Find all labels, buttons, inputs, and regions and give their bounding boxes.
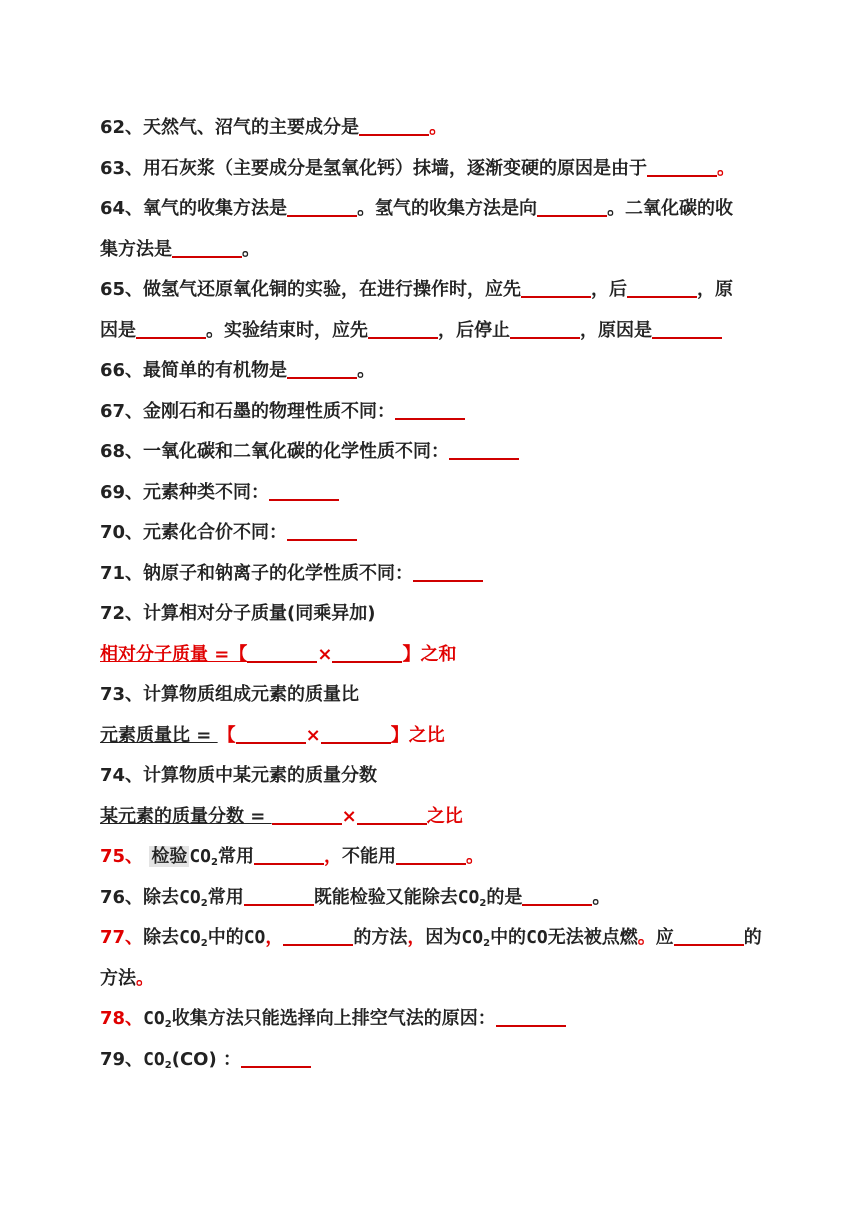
q77-comma-1: ， [265,927,284,948]
worksheet [100,108,820,1080]
q73-formula-b: 】之比 [390,724,445,746]
question-77-line2 [100,959,820,1000]
q77-co2: CO [179,927,201,948]
q71-blank [413,562,483,582]
question-63 [100,149,820,190]
q77-text-d: 的方法 [353,927,408,948]
q70-blank [287,521,357,541]
q75-end: 。 [466,846,484,867]
q77-co2-b: CO [461,927,484,948]
q65-text-a: 65、做氢气还原氧化铜的实验，在进行操作时，应先 [100,279,522,300]
q72-blank-1 [247,643,317,663]
q78-blank [496,1007,566,1027]
q77-period: 。 [637,927,656,948]
q77-comma-2: ， [407,927,426,948]
q74-formula-b: 之比 [426,805,463,827]
question-62 [100,108,820,149]
q62-blank [359,116,429,136]
q76-co2-b: CO [457,886,480,908]
q72-blank-2 [332,643,402,663]
question-69 [100,473,820,514]
q73-bracket-open: 【 [217,724,236,746]
q65-blank-1 [521,278,591,298]
q77-text-a: 除去 [143,927,180,948]
q64-end: 。 [242,238,260,260]
q76-co2: CO [179,886,201,908]
q77-text-h: 无法被点燃 [547,927,638,948]
q76-text-a: 76、除去 [100,886,180,908]
q75-co2: CO [189,846,212,867]
q79-sub: 2 [164,1059,172,1071]
q74-blank-1 [272,805,342,825]
q64-text-c: 。二氧化碳的收 [607,198,734,219]
q77-sub-b: 2 [483,938,491,949]
q65-blank-4 [368,319,438,339]
q76-text-c: 既能检验又能除去 [313,886,458,908]
question-78 [100,999,820,1040]
q74-formula [100,797,820,838]
q65-text-f: ，后停止 [438,319,510,341]
q63-text: 63、用石灰浆（主要成分是氢氧化钙）抹墙，逐渐变硬的原因是由于 [100,157,648,179]
question-65-line2 [100,311,820,352]
q65-text-c: ，原 [697,279,734,300]
q77-text-g: 中的 [490,927,527,948]
q78-sub: 2 [164,1019,172,1030]
question-67 [100,392,820,433]
question-72 [100,594,820,635]
q66-end: 。 [357,360,376,381]
question-70 [100,513,820,554]
q64-text-b: 。氢气的收集方法是向 [357,198,538,219]
q74-blank-2 [357,805,427,825]
q66-blank [287,359,357,379]
q74-text: 74、计算物质中某元素的质量分数 [100,765,378,786]
q70-text: 70、元素化合价不同： [100,522,288,543]
q77-text-j: 应 [655,927,674,948]
q67-text: 67、金刚石和石墨的物理性质不同： [100,400,396,422]
q75-blank-1 [254,845,324,865]
question-66 [100,351,820,392]
q74-times: × [341,805,357,827]
q73-blank-2 [321,724,391,744]
q76-blank-2 [522,886,592,906]
q66-text: 66、最简单的有机物是 [100,360,288,381]
q77-text-k: 的 [743,927,762,948]
q62-end: 。 [429,117,448,138]
q75-blank-2 [396,845,466,865]
question-64-line2 [100,230,820,271]
q62-text: 62、天然气、沼气的主要成分是 [100,117,360,138]
q73-text: 73、计算物质组成元素的质量比 [100,684,360,705]
q77-sub: 2 [200,938,208,949]
q67-blank [395,400,465,420]
q77-co-b: CO [526,927,548,948]
q79-text-a: 79、 [100,1048,144,1070]
q77-blank-2 [674,926,744,946]
q64-blank-2 [537,197,607,217]
q65-blank-2 [627,278,697,298]
q73-formula-a: 元素质量比 = [100,724,218,746]
q77-text-b: 中的 [207,927,244,948]
q64-blank-1 [287,197,357,217]
q72-text: 72、计算相对分子质量(同乘异加) [100,603,376,624]
q74-formula-a: 某元素的质量分数 = [100,805,272,827]
q69-text: 69、元素种类不同： [100,481,270,503]
q77-end: 。 [136,967,154,989]
q75-highlight: 检验 [151,846,188,867]
q65-blank-6 [652,319,722,339]
q72-times: × [317,643,333,665]
q75-text-a: 常用 [218,846,254,867]
q76-end: 。 [592,886,611,908]
question-73 [100,675,820,716]
q77-co: CO [243,927,266,948]
q72-formula-a: 相对分子质量 =【 [100,643,248,665]
q63-end: 。 [717,157,736,179]
q78-text-a: 收集方法只能选择向上排空气法的原因： [171,1008,496,1029]
q77-num: 77、 [100,927,144,948]
q72-formula-b: 】之和 [402,643,457,665]
q79-co2: CO [143,1048,165,1070]
q75-num: 75、 [100,846,144,867]
q75-sub: 2 [211,857,218,868]
q78-co2: CO [143,1008,165,1029]
q72-formula [100,635,820,676]
q77-blank-1 [283,926,353,946]
q73-blank-1 [236,724,306,744]
question-71 [100,554,820,595]
q64-text-a: 64、氧气的收集方法是 [100,198,288,219]
q69-blank [269,481,339,501]
q77-text-l: 方法 [100,967,136,989]
q75-comma: ， [324,846,342,867]
q73-times: × [305,724,321,746]
q76-text-d: 的是 [486,886,523,908]
q64-text-d: 集方法是 [100,238,172,260]
question-68 [100,432,820,473]
q65-text-d: 因是 [100,319,136,341]
q65-blank-3 [136,319,206,339]
question-77-line1 [100,918,820,959]
q68-blank [449,440,519,460]
q78-num: 78、 [100,1008,144,1029]
q65-text-g: ，原因是 [580,319,652,341]
q65-text-b: ，后 [591,279,628,300]
q64-blank-3 [172,238,242,258]
question-79 [100,1040,820,1081]
q65-blank-5 [510,319,580,339]
question-65-line1 [100,270,820,311]
question-75 [100,837,820,878]
q65-text-e: 。实验结束时，应先 [206,319,368,341]
q79-blank [241,1048,311,1068]
q76-sub-b: 2 [479,897,487,909]
q76-blank-1 [244,886,314,906]
q76-sub: 2 [200,897,208,909]
question-64-line1 [100,189,820,230]
q79-text-b: (CO) ： [171,1048,241,1070]
q77-text-f: 因为 [425,927,462,948]
q73-formula [100,716,820,757]
q68-text: 68、一氧化碳和二氧化碳的化学性质不同： [100,441,450,462]
question-74 [100,756,820,797]
q76-text-b: 常用 [207,886,244,908]
question-76 [100,878,820,919]
q71-text: 71、钠原子和钠离子的化学性质不同： [100,562,414,584]
q75-text-c: 不能用 [342,846,396,867]
q63-blank [647,157,717,177]
